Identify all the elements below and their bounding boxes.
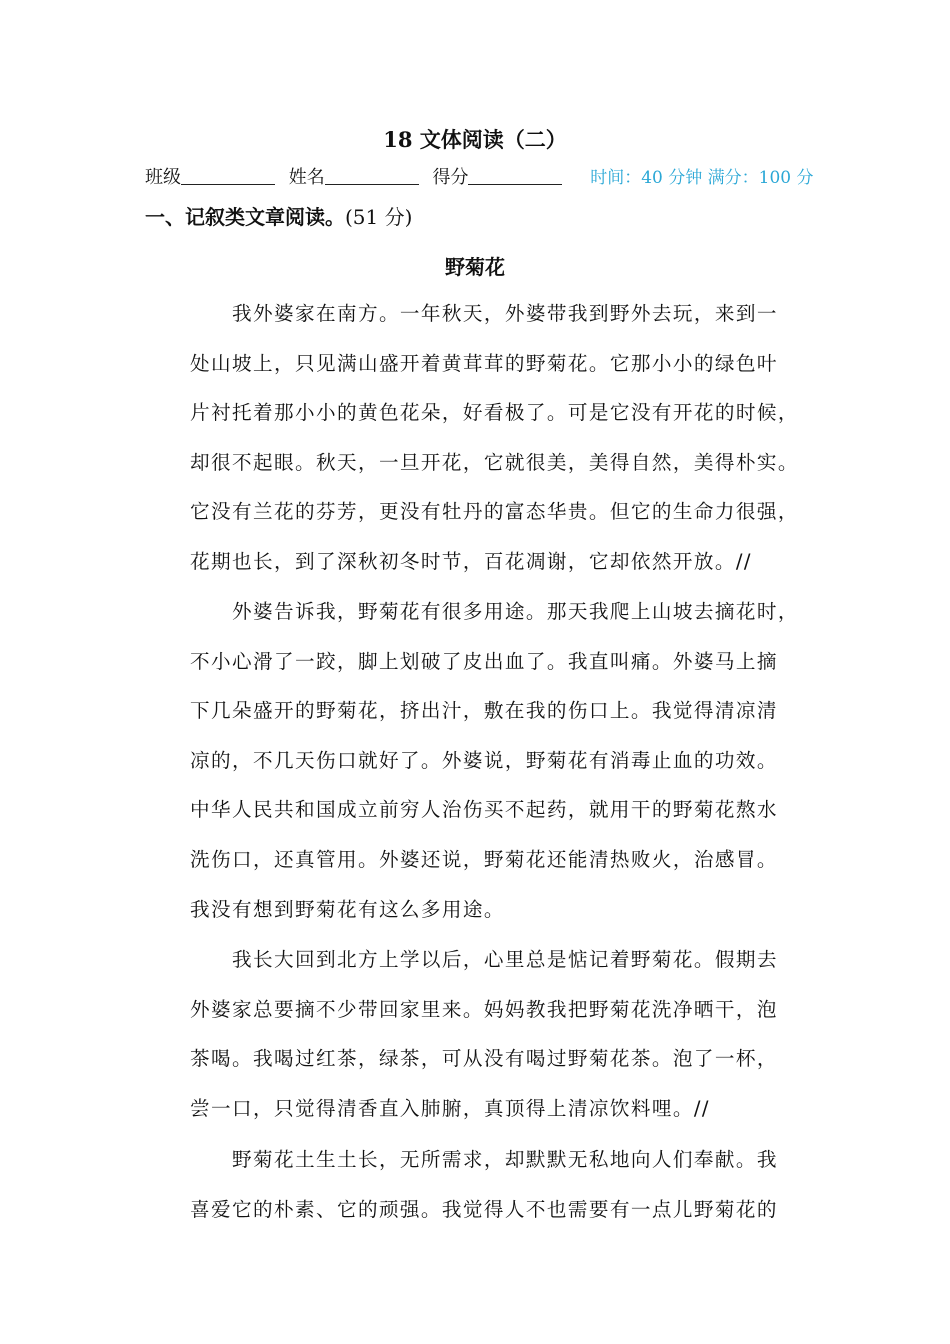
paragraph-line: 片衬托着那小小的黄色花朵，好看极了。可是它没有开花的时候， <box>190 401 799 425</box>
paragraph-line: 野菊花土生土长，无所需求，却默默无私地向人们奉献。我 <box>190 1148 778 1171</box>
paragraph-line: 中华人民共和国成立前穷人治伤买不起药，就用干的野菊花熬水 <box>190 798 778 822</box>
section-heading-text: 一、记叙类文章阅读。 <box>145 205 345 229</box>
paragraph-line: 洗伤口，还真管用。外婆还说，野菊花还能清热败火，治感冒。 <box>190 847 778 871</box>
paragraph-line: 花期也长，到了深秋初冬时节，百花凋谢，它却依然开放。// <box>190 549 752 573</box>
paragraph-line: 我长大回到北方上学以后，心里总是惦记着野菊花。假期去 <box>190 948 778 971</box>
time-info: 时间：40 分钟 满分：100 分 <box>590 168 814 188</box>
student-info-row <box>145 164 825 192</box>
paragraph-line: 尝一口，只觉得清香直入肺腑，真顶得上清凉饮料哩。// <box>190 1096 710 1120</box>
paragraph-line: 我外婆家在南方。一年秋天，外婆带我到野外去玩，来到一 <box>190 302 778 325</box>
paragraph-line: 外婆告诉我，野菊花有很多用途。那天我爬上山坡去摘花时， <box>190 600 799 623</box>
paragraph-line: 茶喝。我喝过红茶，绿茶，可从没有喝过野菊花茶。泡了一杯， <box>190 1047 778 1071</box>
lesson-title: 18 文体阅读（二） <box>383 127 567 152</box>
article-title: 野菊花 <box>445 255 505 279</box>
section-points: (51 分) <box>345 205 413 229</box>
name-blank[interactable] <box>325 164 419 185</box>
score-blank[interactable] <box>468 164 562 185</box>
class-label: 班级 <box>145 167 181 188</box>
score-label: 得分 <box>432 167 469 188</box>
class-blank[interactable] <box>181 164 275 185</box>
article-paragraph-1 <box>190 289 810 587</box>
article-paragraph-4 <box>190 1135 810 1234</box>
article-paragraph-3 <box>190 935 810 1133</box>
paragraph-line: 不小心滑了一跤，脚上划破了皮出血了。我直叫痛。外婆马上摘 <box>190 649 778 673</box>
paragraph-line: 下几朵盛开的野菊花，挤出汁，敷在我的伤口上。我觉得清凉清 <box>190 699 778 723</box>
paragraph-line: 凉的，不几天伤口就好了。外婆说，野菊花有消毒止血的功效。 <box>190 748 778 772</box>
article-paragraph-2 <box>190 587 810 934</box>
paragraph-line: 我没有想到野菊花有这么多用途。 <box>190 897 505 921</box>
name-label: 姓名 <box>288 167 325 188</box>
section-heading <box>145 201 825 233</box>
paragraph-line: 它没有兰花的芬芳，更没有牡丹的富态华贵。但它的生命力很强， <box>190 500 799 524</box>
paragraph-line: 却很不起眼。秋天，一旦开花，它就很美，美得自然，美得朴实。 <box>190 450 799 474</box>
paragraph-line: 外婆家总要摘不少带回家里来。妈妈教我把野菊花洗净晒干，泡 <box>190 997 778 1021</box>
paragraph-line: 处山坡上，只见满山盛开着黄茸茸的野菊花。它那小小的绿色叶 <box>190 351 778 375</box>
paragraph-line: 喜爱它的朴素、它的顽强。我觉得人不也需要有一点儿野菊花的 <box>190 1197 778 1221</box>
